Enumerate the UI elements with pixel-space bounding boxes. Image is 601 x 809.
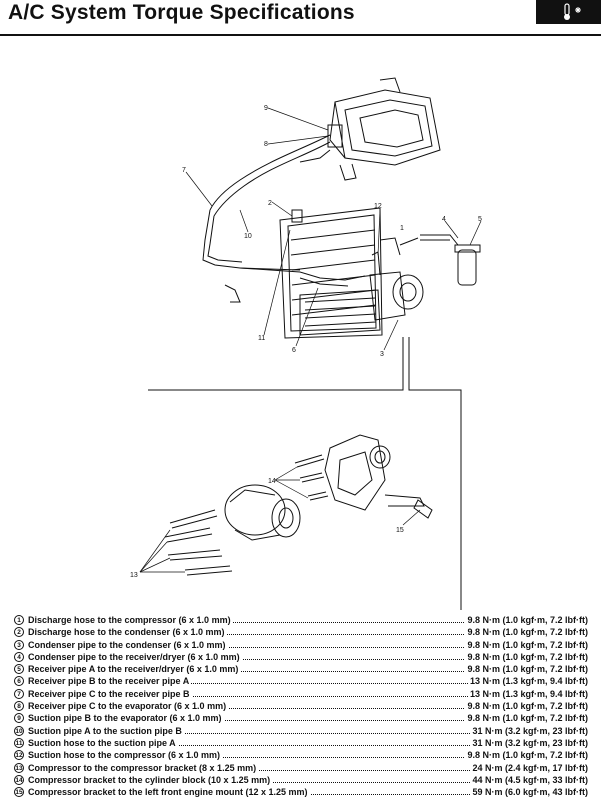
item-number: 13: [15, 764, 23, 772]
item-number: 5: [14, 664, 24, 674]
callout-10: 10: [244, 233, 252, 240]
list-item: [14, 749, 594, 761]
list-item: [14, 663, 594, 675]
title-rule: [0, 34, 601, 36]
item-label: Receiver pipe C to the evaporator (6 x 1.0 mm): [28, 701, 227, 712]
item-torque: 9.8 N·m (1.0 kgf·m, 7.2 lbf·ft): [467, 713, 588, 724]
item-label: Condenser pipe to the condenser (6 x 1.0 mm): [28, 639, 226, 650]
thermometer-snowflake-icon: [536, 0, 601, 24]
bolts-13: [165, 510, 232, 575]
callout-15: 15: [396, 527, 404, 534]
item-torque: 9.8 N·m (1.0 kgf·m, 7.2 lbf·ft): [467, 615, 588, 625]
evaporator-unit: [328, 78, 440, 180]
ac-system-diagram: [0, 40, 601, 610]
callout-1: 1: [400, 225, 404, 232]
item-torque: 13 N·m (1.3 kgf·m, 9.4 lbf·ft): [469, 688, 588, 699]
list-item: [14, 675, 594, 687]
item-torque: 24 N·m (2.4 kgf·m, 17 lbf·ft): [472, 762, 588, 773]
callout-13: 13: [130, 572, 138, 579]
item-torque: 9.8 N·m (1.0 kgf·m, 7.2 lbf·ft): [467, 627, 588, 638]
item-label: Compressor bracket to the left front engine mount (12 x 1.25 mm): [28, 787, 308, 798]
callout-7: 7: [182, 167, 186, 174]
list-item: [14, 626, 594, 638]
item-label: Compressor to the compressor bracket (8 x 1.25 mm): [28, 762, 257, 773]
callout-4: 4: [442, 216, 446, 223]
list-item: [14, 700, 594, 712]
condenser: [280, 208, 382, 338]
callout-5: 5: [478, 216, 482, 223]
item-torque: 13 N·m (1.3 kgf·m, 9.4 lbf·ft): [469, 676, 588, 687]
item-label: Suction hose to the compressor (6 x 1.0 mm): [28, 750, 221, 761]
list-item: [14, 762, 594, 774]
receiver-dryer: [400, 235, 480, 285]
evaporator-pipes: [203, 135, 330, 270]
list-item: [14, 786, 594, 798]
item-label: Suction pipe B to the evaporator (6 x 1.0 mm): [28, 713, 222, 724]
item-label: Suction hose to the suction pipe A: [28, 737, 176, 748]
callout-8: 8: [264, 141, 268, 148]
section-badge: [536, 0, 601, 24]
item-label: Receiver pipe B to the receiver pipe A: [28, 676, 190, 687]
item-torque: 9.8 N·m (1.0 kgf·m, 7.2 lbf·ft): [467, 664, 588, 675]
item-number: 7: [14, 689, 24, 699]
list-item: [14, 688, 594, 700]
compressor-bracket-detail: [140, 435, 432, 575]
item-label: Discharge hose to the compressor (6 x 1.0 mm): [28, 615, 231, 625]
item-torque: 9.8 N·m (1.0 kgf·m, 7.2 lbf·ft): [467, 701, 588, 712]
list-item: [14, 774, 594, 786]
item-label: Condenser pipe to the receiver/dryer (6 x 1.0 mm): [28, 651, 240, 662]
item-number: 10: [15, 727, 23, 735]
item-label: Suction pipe A to the suction pipe B: [28, 725, 182, 736]
callout-2: 2: [268, 200, 272, 207]
list-item: [14, 651, 594, 663]
item-number: 2: [14, 627, 24, 637]
item-torque: 59 N·m (6.0 kgf·m, 43 lbf·ft): [472, 787, 588, 798]
list-item: [14, 725, 594, 737]
callout-11: 11: [258, 335, 266, 342]
item-number: 12: [15, 752, 23, 760]
list-item: [14, 614, 594, 626]
item-label: Discharge hose to the condenser (6 x 1.0 mm): [28, 627, 225, 638]
item-label: Receiver pipe A to the receiver/dryer (6 x 1.0 mm): [28, 664, 239, 675]
item-label: Compressor bracket to the cylinder block (10 x 1.25 mm): [28, 774, 271, 785]
item-number: 15: [15, 789, 23, 797]
item-torque: 44 N·m (4.5 kgf·m, 33 lbf·ft): [472, 774, 588, 785]
item-number: 1: [14, 615, 24, 625]
item-number: 14: [15, 776, 23, 784]
item-number: 8: [14, 701, 24, 711]
torque-spec-list: [14, 614, 594, 798]
item-number: 4: [14, 652, 24, 662]
list-item: [14, 712, 594, 724]
callout-12: 12: [374, 203, 382, 210]
callout-14: 14: [268, 478, 276, 485]
item-torque: 31 N·m (3.2 kgf·m, 23 lbf·ft): [472, 737, 588, 748]
list-item: [14, 737, 594, 749]
item-number: 3: [14, 640, 24, 650]
item-label: Receiver pipe C to the receiver pipe B: [28, 688, 190, 699]
callout-9: 9: [264, 105, 268, 112]
list-item: [14, 639, 594, 651]
item-torque: 31 N·m (3.2 kgf·m, 23 lbf·ft): [472, 725, 588, 736]
callout-6: 6: [292, 347, 296, 354]
item-torque: 9.8 N·m (1.0 kgf·m, 7.2 lbf·ft): [467, 639, 588, 650]
item-number: 6: [14, 676, 24, 686]
item-number: 11: [15, 739, 23, 747]
item-torque: 9.8 N·m (1.0 kgf·m, 7.2 lbf·ft): [467, 651, 588, 662]
item-torque: 9.8 N·m (1.0 kgf·m, 7.2 lbf·ft): [467, 750, 588, 761]
item-number: 9: [14, 713, 24, 723]
page-title: A/C System Torque Specifications: [8, 1, 355, 24]
callout-3: 3: [380, 351, 384, 358]
